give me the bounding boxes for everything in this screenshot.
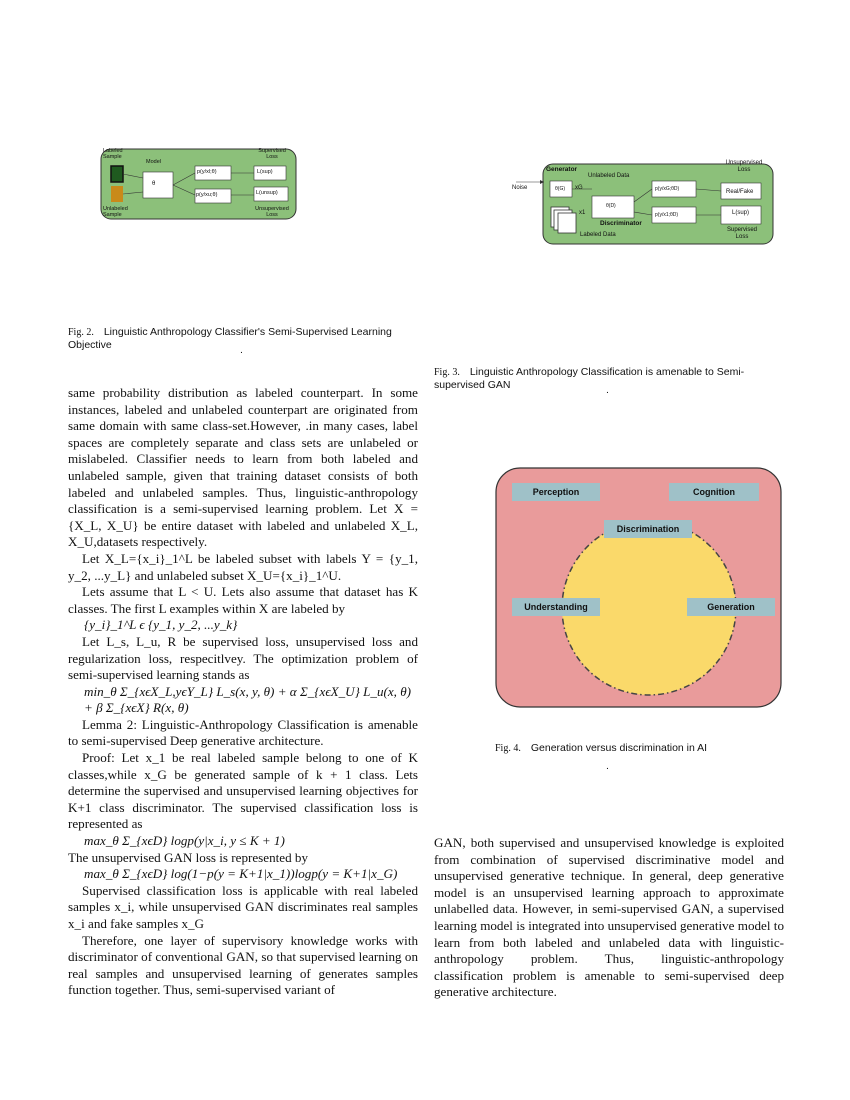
left-paragraph-2: Let X_L={x_i}_1^L be labeled subset with labels Y = {y_1, y_2, ...y_L} and unlabeled subset X_U={x_i}_1^U. [68, 550, 418, 583]
fig3-noise: Noise [512, 185, 528, 191]
equation-unsupervised-loss: max_θ Σ_{xϵD} log(1−p(y = K+1|x_1))logp(y = K+1|x_G) [84, 866, 398, 882]
fig3-l-sup: L(sup) [732, 210, 750, 216]
fig3-p-x1: p(y/x1;θD) [655, 212, 679, 218]
equation-supervised-loss: max_θ Σ_{xϵD} logp(y|x_i, y ≤ K + 1) [84, 833, 285, 849]
fig3-theta-g: θ(G) [555, 186, 565, 192]
fig4-caption-text: Generation versus discrimination in AI [530, 742, 708, 754]
fig4-caption-dot: . [606, 760, 609, 772]
fig2-caption-text: Linguistic Anthropology Classifier's Semi-Supervised Learning Objective [68, 326, 392, 351]
left-paragraph-6: Supervised classification loss is applicable with real labeled samples x_i, while unsupervised GAN discriminates real samples x_i and fake samples x_G [68, 882, 418, 931]
fig4-diagram [495, 467, 782, 708]
fig3-x1: x1 [579, 210, 586, 216]
fig2-caption-dot: . [240, 344, 243, 356]
lemma-2: Lemma 2: Linguistic-Anthropology Classification is amenable to semi-supervised Deep generative architecture. [68, 716, 418, 749]
left-paragraph-7: Therefore, one layer of supervisory knowledge works with discriminator of conventional GAN, so that supervised learning on real samples and unsupervised learning of generates samples function together. Thus, semi-supervised variant of [68, 932, 418, 998]
fig3-xg: xG [575, 185, 583, 191]
fig3-diagram [510, 160, 775, 246]
fig3-generator-label: Generator [546, 166, 578, 173]
right-column [434, 835, 784, 1001]
fig2-caption-label: Fig. 2. [68, 327, 94, 338]
fig3-unsupervised-loss: Unsupervised Loss [725, 160, 763, 173]
left-column [68, 385, 418, 999]
fig4-understanding-label: Understanding [512, 598, 600, 616]
fig2-p-labeled: p(y/xl;θ) [197, 169, 217, 175]
fig2-l-unsup: L(unsup) [256, 190, 278, 196]
fig3-caption-text: Linguistic Anthropology Classification is amenable to Semi-supervised GAN [434, 366, 745, 391]
fig3-labeled-data: Labeled Data [580, 232, 616, 238]
fig3-theta-d: θ(D) [606, 203, 616, 209]
left-paragraph-1: same probability distribution as labeled counterpart. In some instances, labeled and unlabeled counterpart are originated from same domain with same class-set.However, .in many cases, label spaces are completely separate and class sets are unlabeled or mislabeled. Classifier needs to learn from both labeled and unlabeled sample, given that training dataset consists of both labeled and unlabeled samples. Thus, linguistic-anthropology classification is a semi-supervised learning problem. Let X = {X_L, X_U} be entire dataset with labeled and unlabeled X_L, X_U,datasets respectively. [68, 385, 418, 550]
fig2-supervised-loss: Supervised Loss [258, 148, 286, 160]
equation-labels: {y_i}_1^L ϵ {y_1, y_2, ...y_k} [84, 617, 238, 633]
fig4-generation-label: Generation [687, 598, 775, 616]
fig4-caption [495, 742, 795, 755]
fig3-supervised-loss: Supervised Loss [726, 227, 758, 240]
equation-optimization: min_θ Σ_{xϵX_L,yϵY_L} L_s(x, y, θ) + α Σ_{xϵX_U} L_u(x, θ) + β Σ_{xϵX} R(x, θ) [84, 683, 411, 716]
fig3-unlabeled-data: Unlabeled Data [588, 173, 630, 179]
fig3-caption-label: Fig. 3. [434, 367, 460, 378]
fig3-caption [434, 366, 784, 391]
fig2-diagram [100, 148, 297, 220]
fig2-unlabeled-sample: Unlabeled Sample [103, 206, 128, 218]
left-paragraph-5: The unsupervised GAN loss is represented by [68, 849, 309, 865]
fig4-perception-label: Perception [512, 483, 600, 501]
fig2-theta: θ [152, 181, 156, 187]
fig2-model-label: Model [146, 159, 161, 165]
fig3-p-xg: p(y/xG;θD) [655, 186, 680, 192]
fig3-real-fake: Real/Fake [726, 189, 754, 195]
fig3-discriminator: Discriminator [600, 220, 642, 227]
fig2-caption [68, 326, 418, 351]
fig2-p-unlabeled: p(y/xu;θ) [196, 192, 218, 198]
left-paragraph-4: Let L_s, L_u, R be supervised loss, unsupervised loss and regularization loss, respecitlvey. The optimization problem of semi-supervised learning stands as [68, 633, 418, 683]
fig2-l-sup: L(sup) [257, 169, 273, 175]
fig4-discrimination-label: Discrimination [604, 520, 692, 538]
fig2-labeled-sample: Labeled Sample [103, 148, 123, 160]
fig3-caption-dot: . [606, 384, 609, 396]
left-paragraph-3: Lets assume that L < U. Lets also assume that dataset has K classes. The first L examples within X are labeled by [68, 584, 418, 616]
fig2-unsupervised-loss: Unsupervised Loss [255, 206, 289, 218]
fig4-caption-label: Fig. 4. [495, 743, 521, 754]
right-paragraph-1: GAN, both supervised and unsupervised knowledge is exploited from combination of supervised discriminative model and unsupervised generative technique. In general, deep generative model is an unsupervised learning approach to approximate unlabelled data. However, in semi-supervised GAN, a supervised learning model is integrated into unsupervised generative model to learn from both labeled and unlabeled data with linguistic-anthropology problem. Thus, linguistic-anthropology classification problem is amenable to semi-supervised deep generative architecture. [434, 835, 784, 1000]
proof-paragraph: Proof: Let x_1 be real labeled sample belong to one of K classes,while x_G be generated sample of k + 1 class. Lets determine the supervised and unsupervised learning objectives for K+1 class discriminator. The supervised classification loss is represented as [68, 750, 418, 832]
fig4-cognition-label: Cognition [669, 483, 759, 501]
